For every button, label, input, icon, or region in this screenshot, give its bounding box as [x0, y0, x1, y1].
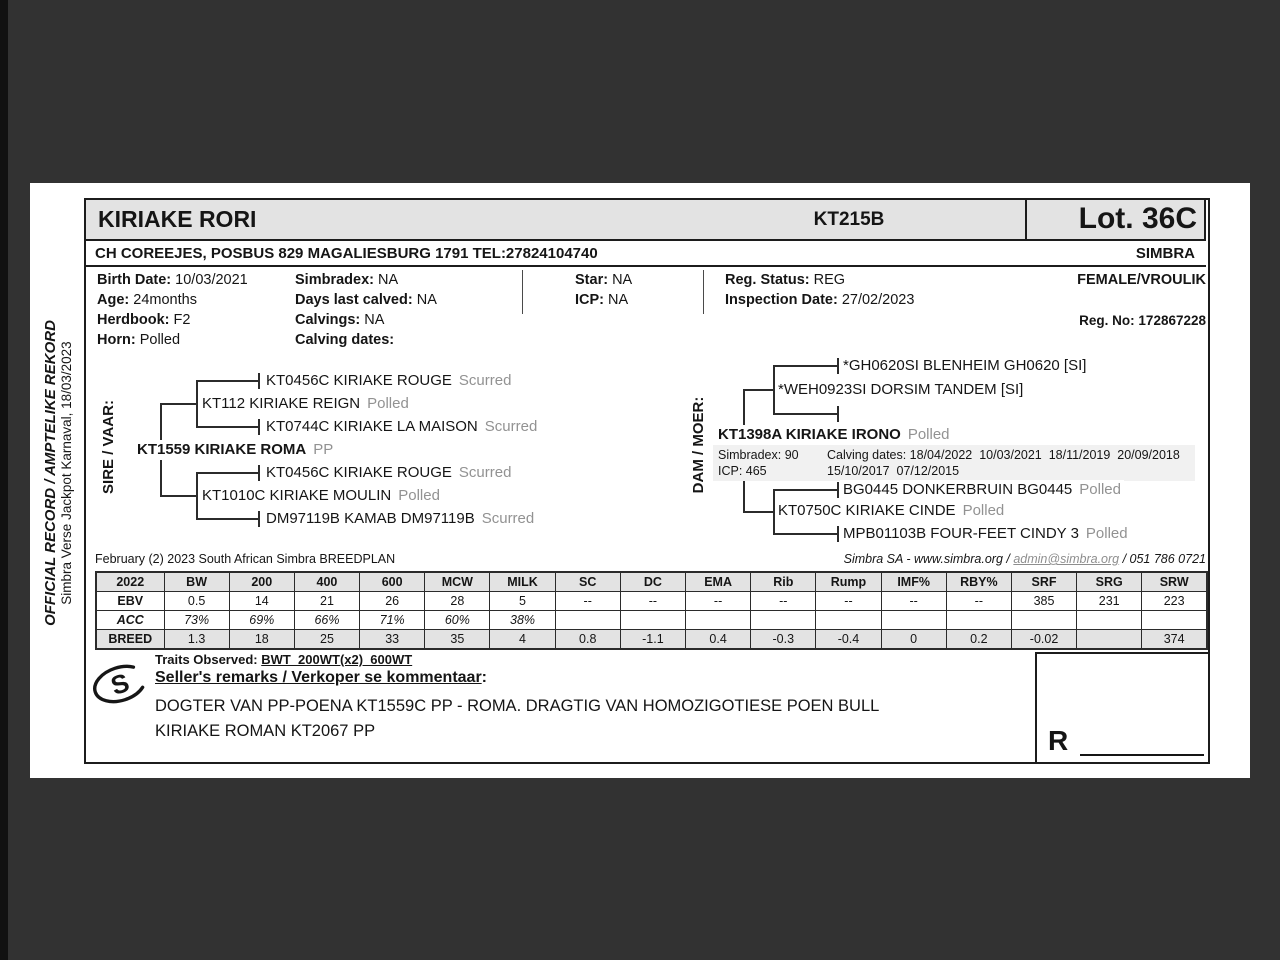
animal-name: KT1559 KIRIAKE ROMA — [137, 441, 307, 458]
herdbook-field — [97, 312, 190, 328]
animal-id: KT215B — [813, 209, 885, 230]
row-label: ACC — [96, 611, 164, 630]
remarks-heading-text: Seller's remarks / Verkoper se kommentaar — [155, 669, 482, 686]
col-header: 400 — [294, 572, 359, 592]
sire-dam — [199, 486, 443, 506]
breedplan-title: February (2) 2023 South African Simbra BREEDPLAN — [95, 552, 396, 566]
horn-status: Scurred — [484, 418, 538, 435]
pedigree-connector — [743, 511, 775, 513]
col-header: Rib — [751, 572, 816, 592]
animal-name: BG0445 DONKERBRUIN BG0445 — [843, 481, 1073, 498]
animal-name: KIRIAKE RORI — [98, 206, 257, 232]
ebv-cell: -- — [816, 592, 881, 611]
ebv-cell: 231 — [1077, 592, 1142, 611]
col-header: 600 — [360, 572, 425, 592]
icp-value: NA — [608, 292, 629, 308]
lot-number: Lot. 36C — [1078, 202, 1197, 235]
breed-cell: 33 — [360, 630, 425, 650]
pedigree-connector — [743, 389, 745, 425]
col-header: MILK — [490, 572, 555, 592]
sire-dam-dam — [263, 509, 537, 529]
info-separator — [703, 270, 704, 314]
traits-label: Traits Observed: — [155, 652, 262, 667]
days-last-calved-value: NA — [416, 292, 437, 308]
reg-no-field — [1079, 313, 1206, 328]
ebv-cell: -- — [686, 592, 751, 611]
ebv-cell: -- — [555, 592, 620, 611]
horn-status: Polled — [1079, 481, 1121, 498]
breed-cell: 4 — [490, 630, 555, 650]
col-header: MCW — [425, 572, 490, 592]
calving-dates-label: Calving dates: — [295, 332, 395, 348]
dam-dam-sire — [840, 480, 1124, 500]
breed-cell: 25 — [294, 630, 359, 650]
horn-status: Scurred — [481, 510, 535, 527]
col-header: SRG — [1077, 572, 1142, 592]
acc-cell — [816, 611, 881, 630]
record-card — [30, 183, 1250, 778]
reg-status-value: REG — [813, 272, 846, 288]
acc-cell: 71% — [360, 611, 425, 630]
pedigree-connector — [773, 533, 837, 535]
dam-sire-sire — [840, 356, 1089, 376]
title-divider — [1025, 200, 1027, 239]
breed-cell: 374 — [1142, 630, 1207, 650]
animal-name: *GH0620SI BLENHEIM GH0620 [SI] — [843, 357, 1087, 374]
inspection-date-label: Inspection Date: — [725, 292, 838, 308]
breed-cell: 35 — [425, 630, 490, 650]
pedigree-connector — [773, 413, 837, 415]
pedigree-connector — [258, 419, 260, 435]
dam-side-label: DAM / MOER: — [690, 396, 707, 494]
herdbook-label: Herdbook: — [97, 312, 170, 328]
sire — [134, 440, 336, 460]
animal-name: KT1398A KIRIAKE IRONO — [718, 426, 901, 443]
breed-cell: 1.3 — [164, 630, 229, 650]
dam-calving-dates-line1: Calving dates: 18/04/2022 10/03/2021 18/11/2019 20/09/2018 — [827, 448, 1180, 462]
age-field — [97, 292, 197, 308]
inspection-date-field — [725, 292, 914, 308]
ebv-cell: 223 — [1142, 592, 1207, 611]
birth-date-field — [97, 272, 248, 288]
animal-name: KT0456C KIRIAKE ROUGE — [266, 372, 452, 389]
calvings-field — [295, 312, 384, 328]
pedigree-connector — [196, 380, 258, 382]
inspection-date-value: 27/02/2023 — [841, 292, 915, 308]
animal-name: DM97119B KAMAB DM97119B — [266, 510, 475, 527]
breed-cell — [1077, 630, 1142, 650]
pedigree-connector — [743, 478, 745, 513]
acc-cell — [555, 611, 620, 630]
animal-name: *WEH0923SI DORSIM TANDEM [SI] — [778, 381, 1024, 398]
ebv-row — [96, 592, 1207, 611]
animal-name: KT1010C KIRIAKE MOULIN — [202, 487, 392, 504]
sire-side-label: SIRE / VAAR: — [100, 400, 117, 494]
title-bar — [84, 198, 1206, 241]
pedigree-connector — [837, 482, 839, 498]
side-vertical-text — [36, 293, 80, 653]
col-header: Rump — [816, 572, 881, 592]
ebv-cell: 385 — [1011, 592, 1076, 611]
col-header: SRF — [1011, 572, 1076, 592]
breed-cell: -0.3 — [751, 630, 816, 650]
horn-status: Polled — [367, 395, 409, 412]
acc-cell: 38% — [490, 611, 555, 630]
dam-dam-dam — [840, 524, 1131, 544]
ebv-cell: 14 — [229, 592, 294, 611]
ebv-cell: -- — [751, 592, 816, 611]
breed-cell: 18 — [229, 630, 294, 650]
horn-status: Polled — [962, 502, 1005, 519]
days-last-calved-label: Days last calved: — [295, 292, 413, 308]
animal-name: KT0750C KIRIAKE CINDE — [778, 502, 956, 519]
horn-field — [97, 332, 180, 348]
official-record-label: OFFICIAL RECORD / AMPTELIKE REKORD — [42, 320, 59, 626]
col-header: BW — [164, 572, 229, 592]
dam-simbradex: Simbradex: 90 — [718, 448, 799, 462]
ebv-cell: 0.5 — [164, 592, 229, 611]
col-header: IMF% — [881, 572, 946, 592]
breed-cell: 0.2 — [946, 630, 1011, 650]
ebv-cell: 28 — [425, 592, 490, 611]
pedigree-connector — [196, 380, 198, 428]
event-label: Simbra Verse Jackpot Karnaval, 18/03/2023 — [59, 341, 74, 605]
pedigree-connector — [743, 389, 775, 391]
remarks-line-1: DOGTER VAN PP-POENA KT1559C PP - ROMA. DRAGTIG VAN HOMOZIGOTIESE POEN BULL — [155, 697, 880, 715]
col-header: RBY% — [946, 572, 1011, 592]
pedigree-connector — [837, 358, 839, 374]
price-blank-line — [1080, 754, 1204, 756]
col-header: SC — [555, 572, 620, 592]
horn-status: PP — [313, 441, 334, 458]
simbra-s-logo — [88, 659, 152, 709]
col-header: 2022 — [96, 572, 164, 592]
birth-date-value: 10/03/2021 — [175, 272, 248, 288]
breed-cell: -1.1 — [620, 630, 685, 650]
pedigree-connector — [773, 489, 837, 491]
calving-dates-field — [295, 332, 394, 348]
calvings-value: NA — [364, 312, 385, 328]
simbradex-value: NA — [378, 272, 399, 288]
reg-status-label: Reg. Status: — [725, 272, 810, 288]
star-value: NA — [612, 272, 633, 288]
calvings-label: Calvings: — [295, 312, 361, 328]
animal-name: KT0456C KIRIAKE ROUGE — [266, 464, 452, 481]
horn-status: Scurred — [458, 464, 512, 481]
col-header: SRW — [1142, 572, 1207, 592]
dam-dam — [775, 501, 1007, 521]
breed-cell: -0.4 — [816, 630, 881, 650]
animal-name: MPB01103B FOUR-FEET CINDY 3 — [843, 525, 1079, 542]
star-label: Star: — [575, 272, 609, 288]
acc-cell — [881, 611, 946, 630]
acc-cell — [1077, 611, 1142, 630]
horn-status: Polled — [398, 487, 440, 504]
acc-cell — [620, 611, 685, 630]
pedigree-connector — [258, 373, 260, 389]
acc-cell — [686, 611, 751, 630]
herdbook-value: F2 — [173, 312, 191, 328]
icp-label: ICP: — [575, 292, 604, 308]
pedigree-connector — [160, 403, 198, 405]
dam-icp: ICP: 465 — [718, 464, 767, 478]
horn-value: Polled — [139, 332, 181, 348]
breed-cell: 0.8 — [555, 630, 620, 650]
dam-calving-dates-line2: 15/10/2017 07/12/2015 — [827, 464, 960, 478]
attribution-prefix: Simbra SA - www.simbra.org / — [843, 552, 1014, 566]
pedigree-connector — [837, 526, 839, 542]
breed-cell: 0.4 — [686, 630, 751, 650]
reg-no-label: Reg. No: — [1079, 313, 1135, 328]
breed-cell: -0.02 — [1011, 630, 1076, 650]
breeder-address: CH COREEJES, POSBUS 829 MAGALIESBURG 1791 TEL:27824104740 — [95, 244, 598, 262]
remarks-line-2: KIRIAKE ROMAN KT2067 PP — [155, 722, 376, 740]
simbra-attribution — [844, 552, 1206, 566]
acc-cell — [1011, 611, 1076, 630]
price-currency: R — [1048, 725, 1069, 756]
ebv-cell: -- — [881, 592, 946, 611]
attribution-suffix: / 051 786 0721 — [1119, 552, 1206, 566]
info-separator — [522, 270, 523, 314]
traits-value: BWT 200WT(x2) 600WT — [261, 652, 413, 667]
breed-name: SIMBRA — [1135, 244, 1195, 262]
ebv-cell: -- — [946, 592, 1011, 611]
pedigree-connector — [160, 495, 198, 497]
pedigree-connector — [196, 472, 198, 520]
ebv-cell: 5 — [490, 592, 555, 611]
seller-remarks-heading — [155, 669, 487, 687]
breed-cell: 0 — [881, 630, 946, 650]
pedigree-connector — [258, 465, 260, 481]
sire-dam-sire — [263, 463, 514, 483]
acc-cell — [946, 611, 1011, 630]
ebv-header-row — [96, 572, 1207, 592]
horn-label: Horn: — [97, 332, 136, 348]
acc-cell: 66% — [294, 611, 359, 630]
acc-cell — [1142, 611, 1207, 630]
ebv-cell: 26 — [360, 592, 425, 611]
pedigree-connector — [196, 518, 258, 520]
sire-sire-dam — [263, 417, 540, 437]
acc-cell: 60% — [425, 611, 490, 630]
row-label: BREED — [96, 630, 164, 650]
reg-status-field — [725, 272, 845, 288]
simbradex-label: Simbradex: — [295, 272, 374, 288]
age-label: Age: — [97, 292, 130, 308]
traits-observed — [155, 652, 412, 667]
acc-cell — [751, 611, 816, 630]
birth-date-label: Birth Date: — [97, 272, 172, 288]
sex-label: FEMALE/VROULIK — [1077, 272, 1206, 288]
svg-text:S: S — [107, 667, 133, 701]
dam — [715, 425, 953, 445]
animal-name: KT112 KIRIAKE REIGN — [202, 395, 361, 412]
dam-sire — [775, 380, 1026, 400]
acc-row — [96, 611, 1207, 630]
horn-status: Scurred — [458, 372, 512, 389]
ebv-cell: 21 — [294, 592, 359, 611]
acc-cell: 69% — [229, 611, 294, 630]
pedigree-connector — [258, 511, 260, 527]
col-header: DC — [620, 572, 685, 592]
remarks-heading-colon: : — [481, 669, 487, 686]
ebv-table — [95, 571, 1208, 650]
email-link: admin@simbra.org — [1013, 552, 1120, 566]
pedigree-connector — [196, 472, 258, 474]
icp-field — [575, 292, 628, 308]
left-edge-strip — [0, 0, 8, 960]
age-value: 24months — [133, 292, 197, 308]
acc-cell: 73% — [164, 611, 229, 630]
days-last-calved-field — [295, 292, 437, 308]
col-header: 200 — [229, 572, 294, 592]
star-field — [575, 272, 632, 288]
row-label: EBV — [96, 592, 164, 611]
horn-status: Polled — [1085, 525, 1128, 542]
breeder-row — [84, 241, 1206, 267]
pedigree-connector — [837, 406, 839, 422]
reg-no-value: 172867228 — [1138, 313, 1206, 328]
simbradex-field — [295, 272, 398, 288]
ebv-cell: -- — [620, 592, 685, 611]
horn-status: Polled — [907, 426, 950, 443]
sire-sire — [199, 394, 412, 414]
col-header: EMA — [686, 572, 751, 592]
pedigree-connector — [196, 426, 258, 428]
breed-avg-row — [96, 630, 1207, 650]
pedigree-connector — [773, 365, 837, 367]
sire-sire-sire — [263, 371, 514, 391]
animal-name: KT0744C KIRIAKE LA MAISON — [266, 418, 478, 435]
